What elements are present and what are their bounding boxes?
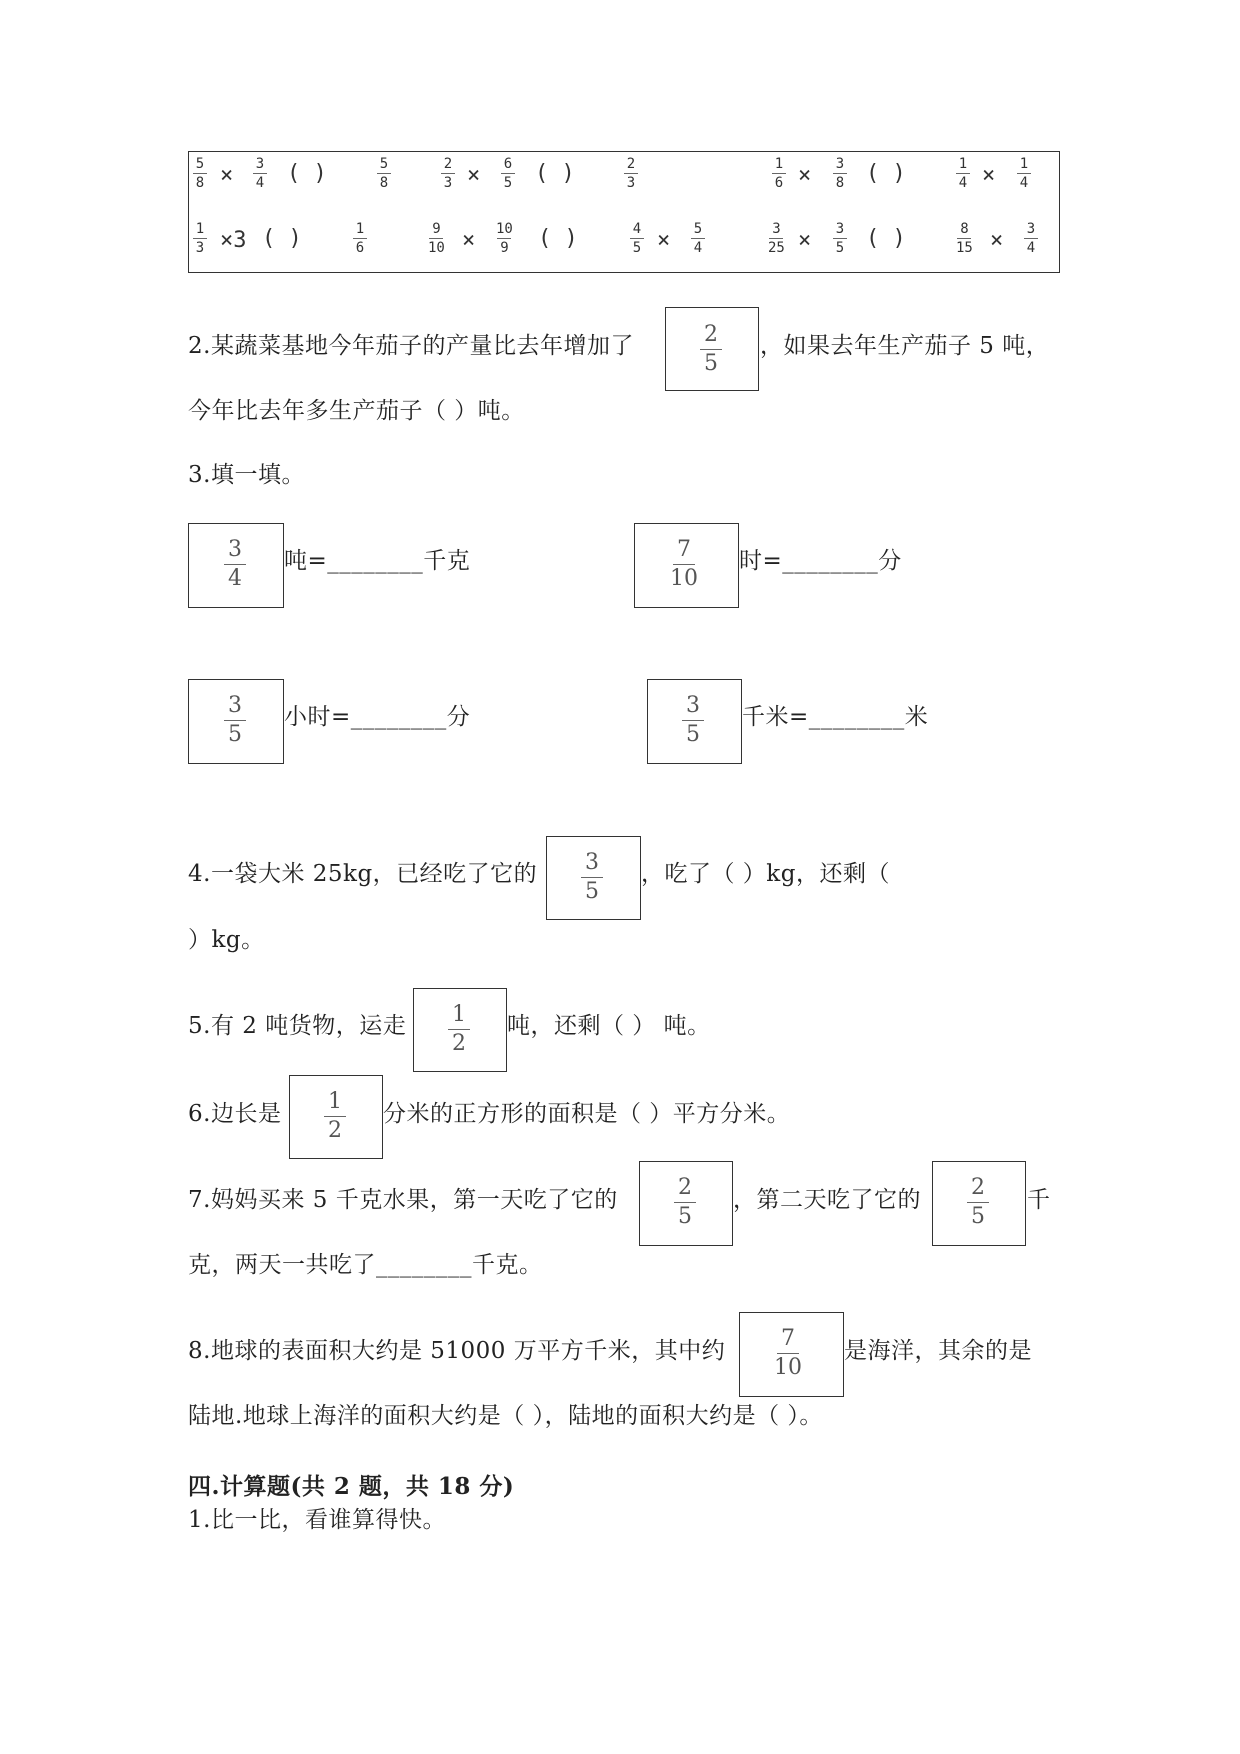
fraction: 1 4 xyxy=(1017,157,1031,190)
fraction: 3 8 xyxy=(833,157,847,190)
times-sign: × xyxy=(798,228,812,253)
q7-text-part1: 7.妈妈买来 5 千克水果，第一天吃了它的 xyxy=(188,1187,618,1213)
fraction: 1 3 xyxy=(193,222,207,255)
q8-text-part1: 8.地球的表面积大约是 51000 万平方千米，其中约 xyxy=(188,1338,726,1364)
fraction: 9 10 xyxy=(428,221,445,256)
q4-text-part2: ，吃了（ ）kg，还剩（ xyxy=(641,861,890,887)
fraction: 1 4 xyxy=(956,157,970,190)
times-sign: × xyxy=(657,228,671,253)
answer-parentheses[interactable]: ( ) xyxy=(866,161,906,186)
q5-text-part2: 吨，还剩（ ） 吨。 xyxy=(507,1013,711,1039)
answer-parentheses[interactable]: ( ) xyxy=(866,226,906,251)
q7-fraction-2: 2 5 xyxy=(967,1177,989,1228)
q3-item-4-text: 千米=________米 xyxy=(742,704,929,730)
q2-fraction: 2 5 xyxy=(700,324,722,375)
q3-fraction-3: 3 5 xyxy=(224,695,246,746)
times-three: ×3 xyxy=(220,228,247,253)
q7-text-line2: 克，两天一共吃了________千克。 xyxy=(188,1252,543,1278)
times-sign: × xyxy=(462,228,476,253)
q3-fraction-4: 3 5 xyxy=(682,695,704,746)
section4-q1: 1.比一比，看谁算得快。 xyxy=(188,1507,446,1533)
fraction: 1 6 xyxy=(353,222,367,255)
q8-text-part2: 是海洋，其余的是 xyxy=(844,1338,1032,1364)
q4-fraction: 3 5 xyxy=(581,852,603,903)
q2-text-part1: 2.某蔬菜基地今年茄子的产量比去年增加了 xyxy=(188,333,634,359)
fraction: 3 5 xyxy=(833,222,847,255)
fraction: 3 4 xyxy=(253,157,267,190)
times-sign: × xyxy=(990,228,1004,253)
fraction: 3 4 xyxy=(1024,222,1038,255)
fraction: 2 3 xyxy=(624,157,638,190)
q7-text-part3: 千 xyxy=(1027,1187,1051,1213)
section-heading: 四.计算题(共 2 题，共 18 分) xyxy=(188,1473,515,1500)
q3-fraction-2: 7 10 xyxy=(670,537,698,591)
fraction: 5 8 xyxy=(377,157,391,190)
q7-text-part2: ，第二天吃了它的 xyxy=(733,1187,921,1213)
q5-text-part1: 5.有 2 吨货物，运走 xyxy=(188,1013,407,1039)
answer-parentheses[interactable]: ( ) xyxy=(262,226,302,251)
q3-title: 3.填一填。 xyxy=(188,462,305,488)
q3-fraction-1: 3 4 xyxy=(224,539,246,590)
q3-item-1-text: 吨=________千克 xyxy=(284,548,471,574)
q6-text-part1: 6.边长是 xyxy=(188,1101,282,1127)
fraction: 5 4 xyxy=(691,222,705,255)
q4-text-line2: ）kg。 xyxy=(188,927,265,953)
q5-fraction: 1 2 xyxy=(448,1004,470,1055)
fraction: 2 3 xyxy=(441,157,455,190)
answer-parentheses[interactable]: ( ) xyxy=(535,161,575,186)
fraction: 8 15 xyxy=(956,221,973,256)
times-sign: × xyxy=(467,163,481,188)
q2-text-line2: 今年比去年多生产茄子（ ）吨。 xyxy=(188,398,525,424)
fraction: 1 6 xyxy=(772,157,786,190)
fraction: 4 5 xyxy=(630,222,644,255)
q6-text-part2: 分米的正方形的面积是（ ）平方分米。 xyxy=(383,1101,791,1127)
q3-item-3-text: 小时=________分 xyxy=(284,704,471,730)
answer-parentheses[interactable]: ( ) xyxy=(287,161,327,186)
fraction: 6 5 xyxy=(501,157,515,190)
fraction: 10 9 xyxy=(496,221,513,256)
times-sign: × xyxy=(798,163,812,188)
q2-text-part2: ，如果去年生产茄子 5 吨， xyxy=(760,333,1050,359)
fraction: 5 8 xyxy=(193,157,207,190)
q7-fraction-1: 2 5 xyxy=(674,1177,696,1228)
answer-parentheses[interactable]: ( ) xyxy=(538,226,578,251)
q8-text-line2: 陆地.地球上海洋的面积大约是（ ），陆地的面积大约是（ ）。 xyxy=(188,1403,823,1429)
fraction: 3 25 xyxy=(768,221,785,256)
times-sign: × xyxy=(220,163,234,188)
q6-fraction: 1 2 xyxy=(324,1091,346,1142)
q4-text-part1: 4.一袋大米 25kg，已经吃了它的 xyxy=(188,861,538,887)
q8-fraction: 7 10 xyxy=(774,1326,802,1380)
q3-item-2-text: 时=________分 xyxy=(739,548,902,574)
times-sign: × xyxy=(982,163,996,188)
